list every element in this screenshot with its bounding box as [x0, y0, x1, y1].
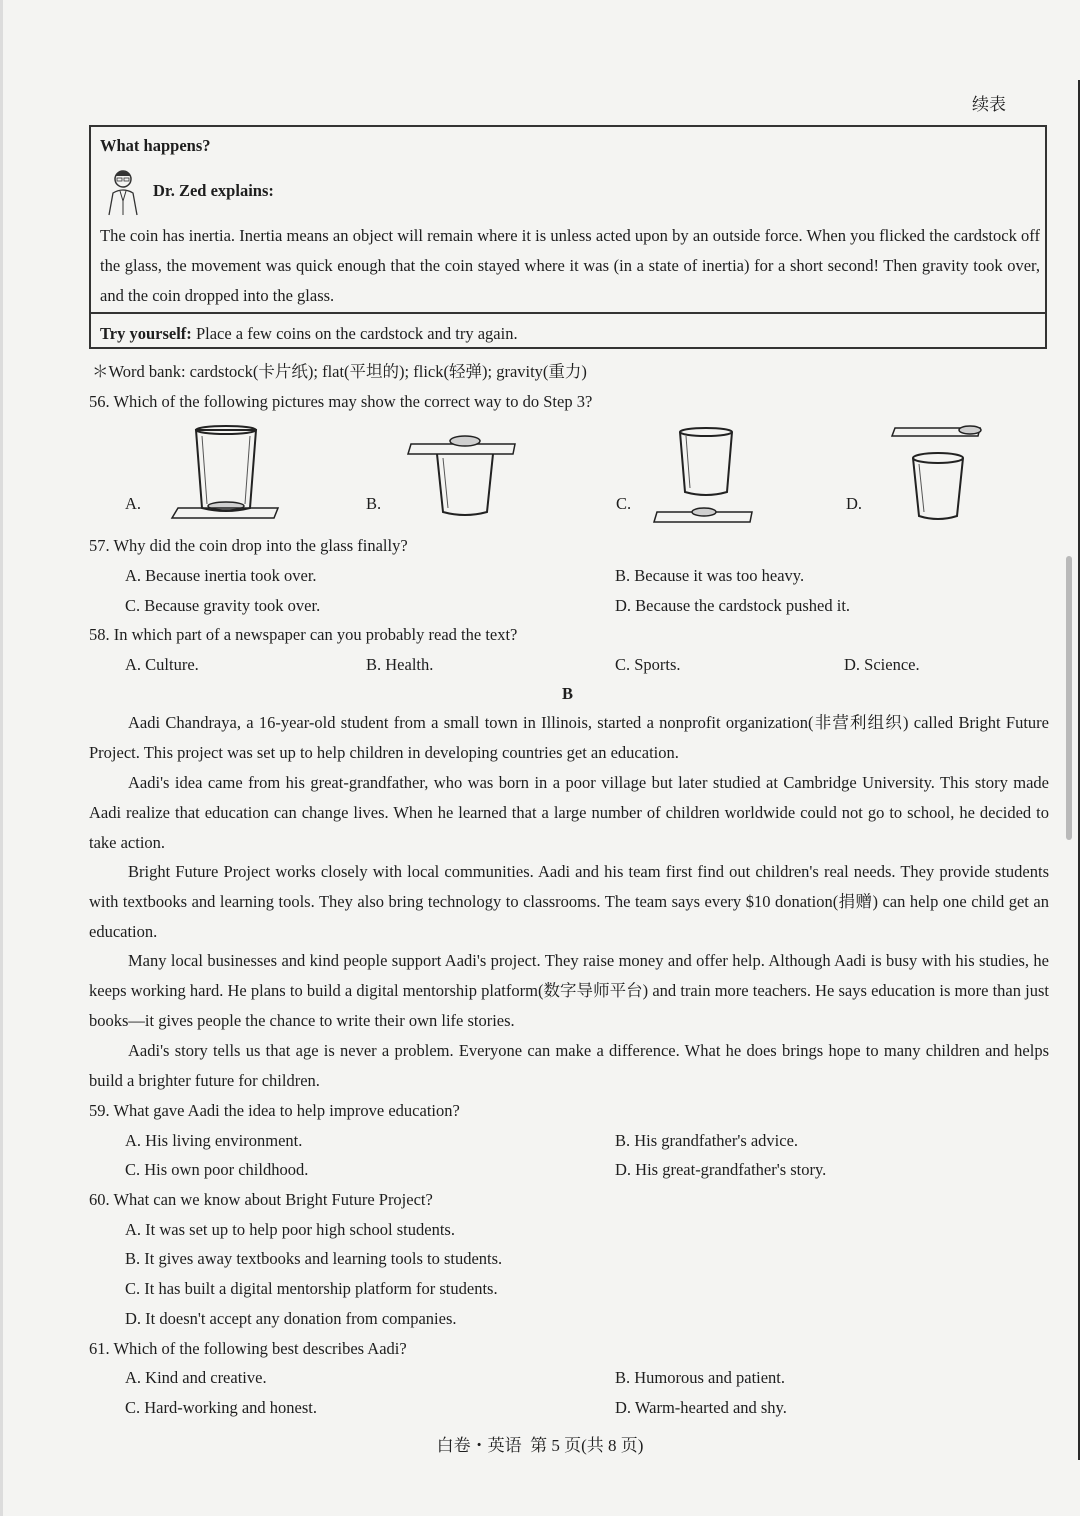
q59-option-b[interactable]: B. His grandfather's advice. — [615, 1131, 799, 1150]
explanation-box — [89, 125, 1047, 349]
q61-option-d[interactable]: D. Warm-hearted and shy. — [615, 1398, 787, 1417]
box-heading: What happens? — [100, 136, 211, 155]
page-edge-left — [0, 0, 3, 1516]
q56-option-c-label: C. — [616, 494, 632, 513]
q56-option-d-label: D. — [846, 494, 863, 513]
word-bank: ＊Word bank: cardstock(卡片纸); flat(平坦的); flick(轻弹); gravity(重力) — [92, 362, 587, 381]
box-divider — [91, 312, 1045, 314]
q58-option-d[interactable]: D. Science. — [844, 655, 920, 674]
scrollbar-thumb[interactable] — [1066, 556, 1072, 840]
try-yourself-line — [100, 319, 518, 349]
q57-option-a[interactable]: A. Because inertia took over. — [125, 566, 317, 585]
glass-diagram-b — [405, 428, 519, 518]
q59-option-d[interactable]: D. His great-grandfather's story. — [615, 1160, 827, 1179]
q58-option-b[interactable]: B. Health. — [366, 655, 434, 674]
passage-paragraph-4: Many local businesses and kind people support Aadi's project. They raise money and offer help. Although Aadi is busy with his studies, he keeps working hard. He plans to build a digital mentorship platform(数字导师平台) and train more teachers. He says education is more than just books—it gives people the chance to write their own life stories. — [89, 951, 1049, 1030]
q60-option-d[interactable]: D. It doesn't accept any donation from companies. — [125, 1309, 457, 1328]
glass-diagram-c — [652, 424, 756, 524]
glass-diagram-a — [170, 424, 280, 520]
question-61-stem: 61. Which of the following best describes Aadi? — [89, 1339, 407, 1358]
q56-option-b-label: B. — [366, 494, 382, 513]
passage-paragraph-3: Bright Future Project works closely with local communities. Aadi and his team first find out children's real needs. They provide students with textbooks and learning tools. They also bring technology to classrooms. The team says every $10 donation(捐赠) can help one child get an education. — [89, 862, 1049, 941]
q57-option-d[interactable]: D. Because the cardstock pushed it. — [615, 596, 851, 615]
q57-option-c[interactable]: C. Because gravity took over. — [125, 596, 321, 615]
question-57-stem: 57. Why did the coin drop into the glass finally? — [89, 536, 408, 555]
q56-option-a-label: A. — [125, 494, 142, 513]
q60-option-c[interactable]: C. It has built a digital mentorship platform for students. — [125, 1279, 498, 1298]
q61-option-a[interactable]: A. Kind and creative. — [125, 1368, 267, 1387]
passage-paragraph-1: Aadi Chandraya, a 16-year-old student from a small town in Illinois, started a nonprofit organization(非营利组织) called Bright Future Project. This project was set up to help children in developing countries get an education. — [89, 713, 1049, 762]
q59-option-c[interactable]: C. His own poor childhood. — [125, 1160, 309, 1179]
question-59-stem: 59. What gave Aadi the idea to help improve education? — [89, 1101, 460, 1120]
q58-option-a[interactable]: A. Culture. — [125, 655, 199, 674]
passage-paragraph-5: Aadi's story tells us that age is never a problem. Everyone can make a difference. What he does brings hope to many children and helps build a brighter future for children. — [89, 1041, 1049, 1090]
explanation-text: The coin has inertia. Inertia means an object will remain where it is unless acted upon by an outside force. When you flicked the cardstock off the glass, the movement was quick enough that the coin stayed where it was (in a state of inertia) for a short second! Then gravity took over, and the coin dropped into the glass. — [100, 226, 1040, 305]
q58-option-c[interactable]: C. Sports. — [615, 655, 681, 674]
glass-diagram-d — [890, 420, 990, 524]
q60-option-b[interactable]: B. It gives away textbooks and learning tools to students. — [125, 1249, 503, 1268]
section-b-heading: B — [562, 684, 574, 703]
q61-option-c[interactable]: C. Hard-working and honest. — [125, 1398, 318, 1417]
try-yourself-label: Try yourself: — [100, 324, 192, 343]
passage-paragraph-2: Aadi's idea came from his great-grandfather, who was born in a poor village but later studied at Cambridge University. This story made Aadi realize that education can change lives. When he learned that a large number of children worldwide could not go to school, he decided to take action. — [89, 773, 1049, 852]
explainer-label: Dr. Zed explains: — [153, 181, 274, 200]
q57-option-b[interactable]: B. Because it was too heavy. — [615, 566, 805, 585]
page-footer: 白卷・英语 第 5 页(共 8 页) — [436, 1436, 644, 1455]
question-60-stem: 60. What can we know about Bright Future Project? — [89, 1190, 433, 1209]
q60-option-a[interactable]: A. It was set up to help poor high school students. — [125, 1220, 455, 1239]
doctor-icon — [105, 167, 141, 217]
try-yourself-text: Place a few coins on the cardstock and try again. — [191, 324, 518, 343]
question-58-stem: 58. In which part of a newspaper can you probably read the text? — [89, 625, 518, 644]
question-56-stem: 56. Which of the following pictures may show the correct way to do Step 3? — [89, 392, 593, 411]
q61-option-b[interactable]: B. Humorous and patient. — [615, 1368, 786, 1387]
q59-option-a[interactable]: A. His living environment. — [125, 1131, 303, 1150]
continued-table-label: 续表 — [972, 95, 1006, 114]
